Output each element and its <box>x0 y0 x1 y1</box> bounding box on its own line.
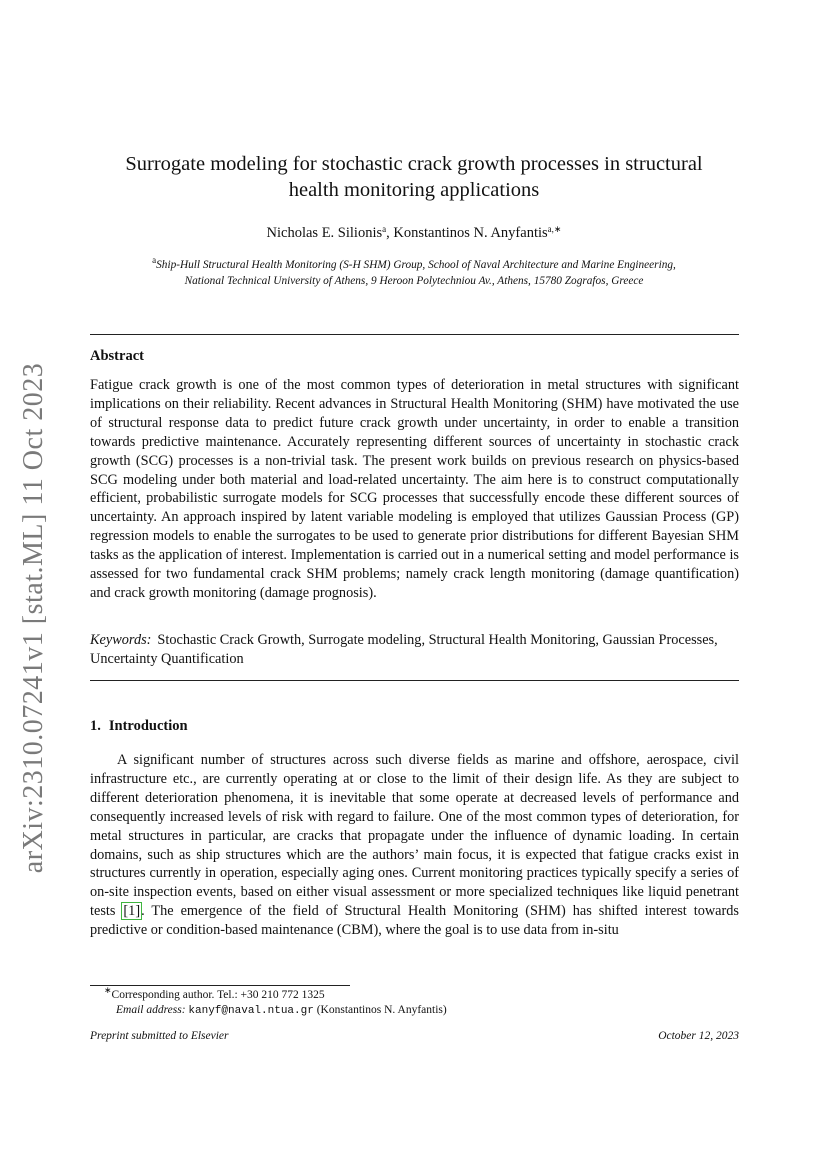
author-1: Nicholas E. Silionis <box>266 225 383 241</box>
intro-text-part-2: . The emergence of the field of Structural Health Monitoring (SHM) has shifted interest towards predictive or condition-based maintenance (CBM), where the goal is to use data from in-situ <box>90 903 739 939</box>
keywords-text: Stochastic Crack Growth, Surrogate modeling, Structural Health Monitoring, Gaussian Processes, Uncertainty Quantification <box>90 632 718 667</box>
citation-link[interactable]: [1] <box>123 903 141 920</box>
author-list <box>100 225 728 242</box>
email-owner: (Konstantinos N. Anyfantis) <box>316 1004 447 1016</box>
author-2-affil-mark: a,∗ <box>547 224 562 234</box>
footer-preprint-note: Preprint submitted to Elsevier <box>90 1030 229 1042</box>
affiliation-line-2: National Technical University of Athens, 9 Heroon Polytechniou Av., Athens, 15780 Zografos, Greece <box>184 275 644 287</box>
footnote-email <box>116 1004 447 1017</box>
title-line-2: health monitoring applications <box>288 179 540 201</box>
abstract-text: Fatigue crack growth is one of the most common types of deterioration in metal structures with significant implications on their reliability. Recent advances in Structural Health Monitoring (SHM) have motivated the use of structural response data to predict future crack growth under uncertainty, in order to enable a transition towards predictive maintenance. Accurately representing different sources of uncertainty in stochastic crack growth (SCG) processes is a non-trivial task. The present work builds on previous research on physics-based SCG modeling under both material and load-related uncertainty. The aim here is to construct computationally efficient, probabilistic surrogate models for SCG processes that successfully encode these different sources of uncertainty. An approach inspired by latent variable modeling is employed that utilizes Gaussian Process (GP) regression models to enable the surrogates to be used to generate prior distributions for different Bayesian SHM tasks as the application of interest. Implementation is carried out in a numerical setting and model performance is assessed for two fundamental crack SHM problems; namely crack length monitoring (damage quantification) and crack growth monitoring (damage prognosis). <box>90 377 739 601</box>
email-label: Email address: <box>116 1004 186 1016</box>
section-title: Introduction <box>108 718 188 734</box>
section-number: 1. <box>90 718 101 734</box>
abstract-heading: Abstract <box>90 348 144 364</box>
footnote-corresponding <box>104 985 325 1001</box>
paper-title <box>100 151 728 203</box>
affiliation-marker: a <box>152 255 157 265</box>
introduction-paragraph <box>90 751 739 940</box>
footnote-text: Corresponding author. Tel.: +30 210 772 1325 <box>111 989 325 1001</box>
keywords-label: Keywords: <box>90 632 152 648</box>
abstract-bottom-rule <box>90 680 739 681</box>
section-heading-introduction <box>90 718 188 735</box>
title-line-1: Surrogate modeling for stochastic crack growth processes in structural <box>125 153 703 175</box>
footer-date: October 12, 2023 <box>658 1030 739 1042</box>
author-1-affil-mark: a <box>382 224 387 234</box>
abstract-top-rule <box>90 334 739 335</box>
author-2: Konstantinos N. Anyfantis <box>393 225 548 241</box>
footnote-rule <box>90 985 350 986</box>
affiliation-line-1 <box>80 257 748 273</box>
arxiv-id: arXiv:2310.07241v1 [stat.ML] 11 Oct 2023 <box>18 362 49 874</box>
affiliation-text-1: Ship-Hull Structural Health Monitoring (S-H SHM) Group, School of Naval Architecture and Marine Engineering, <box>156 259 676 271</box>
affiliation <box>80 257 748 289</box>
footnote-marker: ∗ <box>104 985 112 995</box>
email-address[interactable]: kanyf@naval.ntua.gr <box>188 1005 314 1017</box>
keywords <box>90 631 739 669</box>
intro-text-part-1: A significant number of structures across such diverse fields as marine and offshore, aerospace, civil infrastructure etc., are currently operating at or close to the limit of their design life. As they are subject to different deterioration phenomena, it is inevitable that some operate at decreased levels of performance and consequently increased levels of risk with regard to failure. One of the most common types of deterioration, for metal structures in particular, are cracks that propagate under the influence of dynamic loading. In certain domains, such as ship structures which are the authors’ main focus, it is expected that fatigue cracks exist in structures currently in operation, especially aging ones. Current monitoring practices typically specify a series of on-site inspection events, based on either visual assessment or more specialized techniques like liquid penetrant tests <box>90 752 739 920</box>
author-separator: , <box>386 225 394 241</box>
